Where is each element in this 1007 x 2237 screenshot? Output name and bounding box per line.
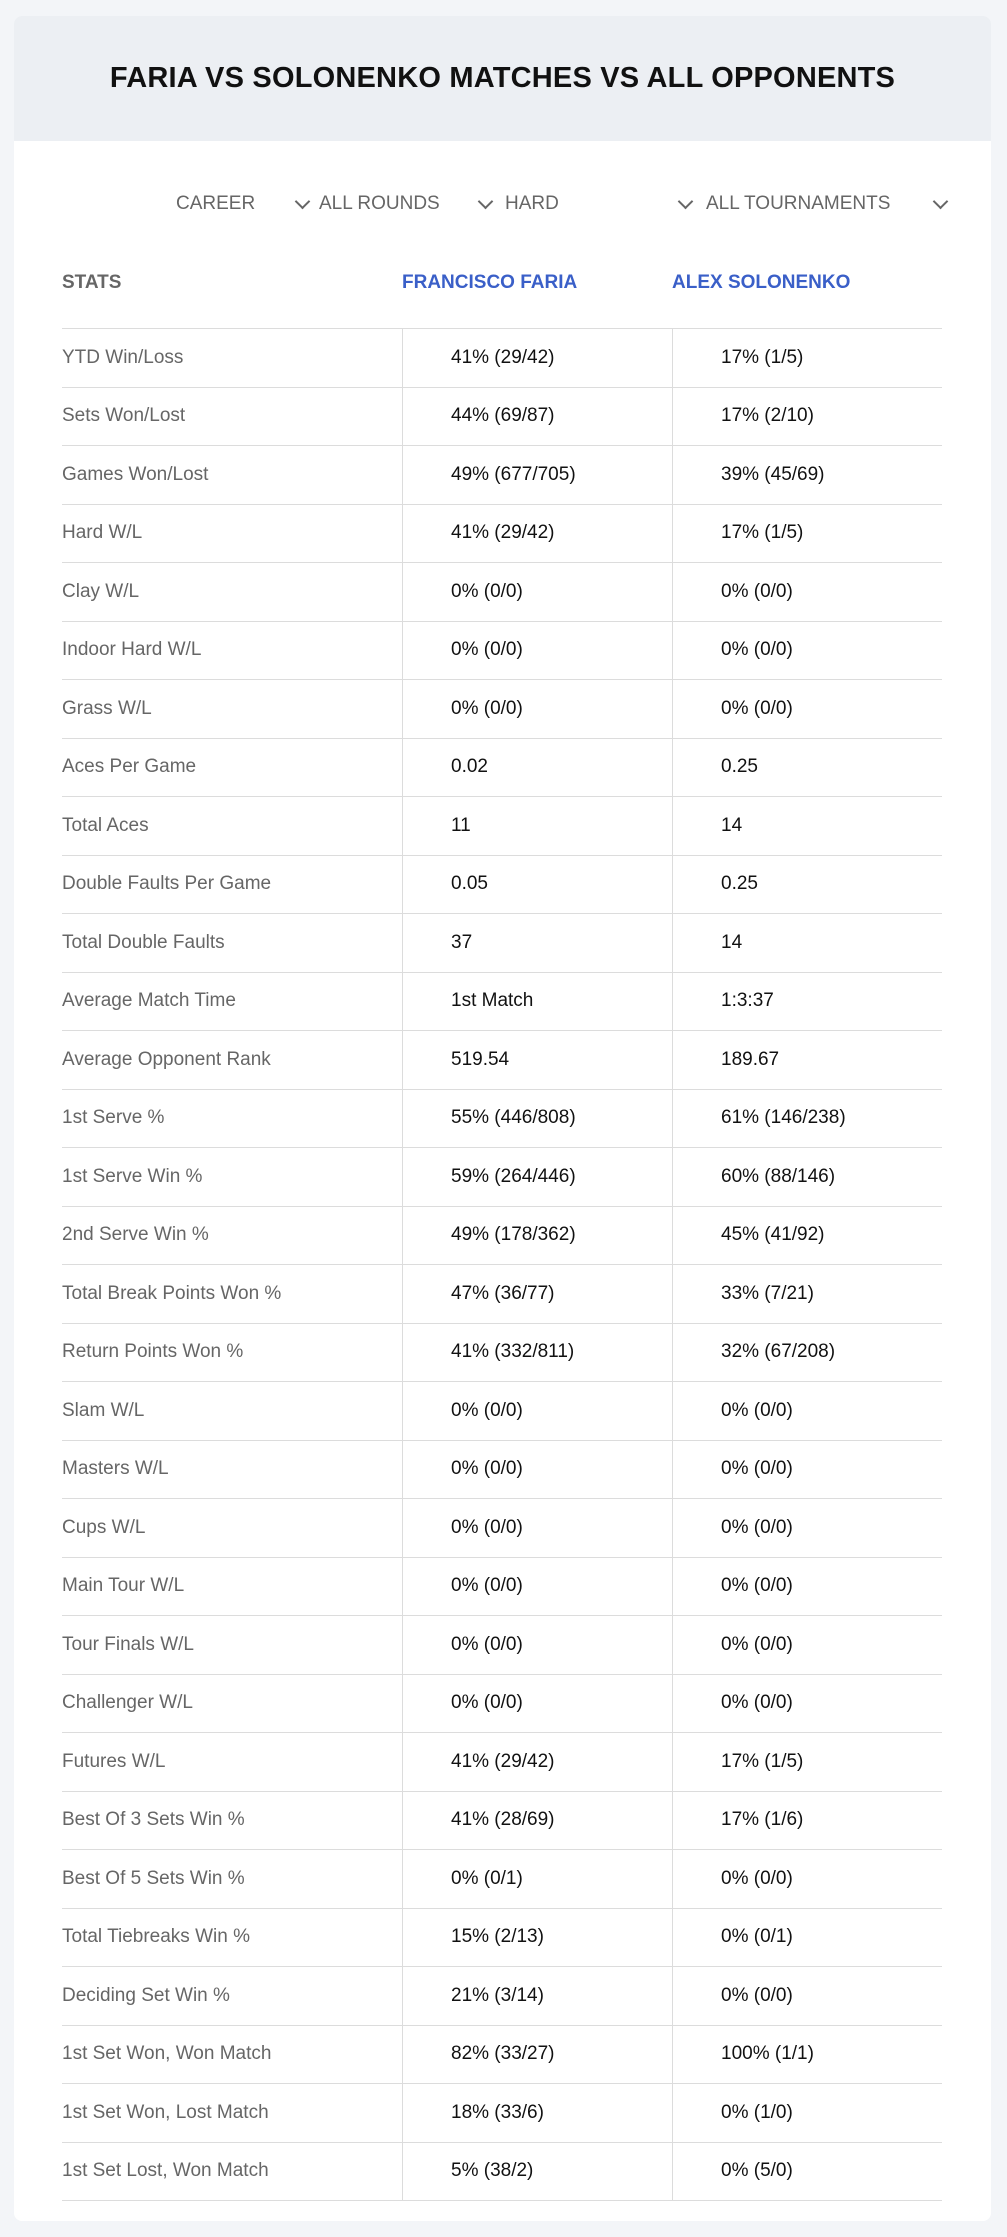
round-select-value: ALL ROUNDS — [319, 193, 440, 214]
table-row — [62, 1382, 942, 1441]
player-2-value: 0% (1/0) — [672, 2084, 942, 2142]
table-row — [62, 1090, 942, 1149]
table-row — [62, 505, 942, 564]
stat-label: Total Double Faults — [62, 931, 225, 953]
table-row — [62, 914, 942, 973]
player-2-value: 60% (88/146) — [672, 1148, 942, 1206]
player-2-value: 17% (1/5) — [672, 505, 942, 563]
player-1-value: 0% (0/0) — [402, 622, 672, 680]
player-2-value: 0% (0/0) — [672, 680, 942, 738]
stat-label: Return Points Won % — [62, 1341, 244, 1363]
period-select[interactable] — [176, 186, 312, 222]
player-1-value: 18% (33/6) — [402, 2084, 672, 2142]
stat-label: Slam W/L — [62, 1399, 145, 1421]
stat-label: Tour Finals W/L — [62, 1633, 194, 1655]
table-row — [62, 2143, 942, 2202]
player-2-value: 61% (146/238) — [672, 1090, 942, 1148]
stat-label: Challenger W/L — [62, 1692, 193, 1714]
player-1-value: 41% (332/811) — [402, 1324, 672, 1382]
stat-label: Sets Won/Lost — [62, 405, 186, 427]
player-1-value: 0% (0/0) — [402, 1441, 672, 1499]
stat-label: Grass W/L — [62, 697, 152, 719]
stat-label: Cups W/L — [62, 1516, 146, 1538]
player-2-value: 1:3:37 — [672, 973, 942, 1031]
player-1-value: 41% (29/42) — [402, 505, 672, 563]
player-1-value: 41% (29/42) — [402, 329, 672, 387]
player-1-value: 1st Match — [402, 973, 672, 1031]
player-2-value: 17% (2/10) — [672, 388, 942, 446]
table-row — [62, 739, 942, 798]
header-player-2[interactable]: ALEX SOLONENKO — [672, 272, 851, 293]
player-1-value: 49% (178/362) — [402, 1207, 672, 1265]
stat-label: 1st Serve Win % — [62, 1165, 203, 1187]
player-2-value: 39% (45/69) — [672, 446, 942, 504]
table-row — [62, 2084, 942, 2143]
player-2-value: 45% (41/92) — [672, 1207, 942, 1265]
player-2-value: 0% (0/0) — [672, 563, 942, 621]
table-row — [62, 797, 942, 856]
table-row — [62, 563, 942, 622]
player-1-value: 15% (2/13) — [402, 1909, 672, 1967]
player-1-value: 0% (0/0) — [402, 563, 672, 621]
player-2-value: 0.25 — [672, 856, 942, 914]
stat-label: Best Of 5 Sets Win % — [62, 1867, 245, 1889]
player-2-value: 0% (0/0) — [672, 1499, 942, 1557]
player-1-value: 5% (38/2) — [402, 2143, 672, 2201]
table-row — [62, 856, 942, 915]
table-header — [62, 254, 942, 328]
chevron-down-icon — [678, 193, 694, 209]
table-row — [62, 973, 942, 1032]
table-row — [62, 622, 942, 681]
table-row — [62, 680, 942, 739]
tournament-select[interactable] — [706, 186, 950, 222]
player-1-value: 0.05 — [402, 856, 672, 914]
table-row — [62, 1850, 942, 1909]
page-title: FARIA VS SOLONENKO MATCHES VS ALL OPPONENTS — [109, 62, 896, 94]
player-2-value: 17% (1/5) — [672, 1733, 942, 1791]
table-row — [62, 1148, 942, 1207]
stat-label: Clay W/L — [62, 580, 140, 602]
stat-label: Best Of 3 Sets Win % — [62, 1809, 245, 1831]
player-1-value: 11 — [402, 797, 672, 855]
player-1-value: 21% (3/14) — [402, 1967, 672, 2025]
table-body — [62, 328, 942, 2201]
table-row — [62, 2026, 942, 2085]
stats-card — [14, 16, 991, 2221]
tournament-select-value: ALL TOURNAMENTS — [706, 193, 891, 214]
stat-label: YTD Win/Loss — [62, 346, 184, 368]
stat-label: Total Tiebreaks Win % — [62, 1926, 250, 1948]
table-row — [62, 1031, 942, 1090]
table-row — [62, 388, 942, 447]
stat-label: Masters W/L — [62, 1458, 169, 1480]
filter-bar — [14, 186, 991, 222]
stat-label: Futures W/L — [62, 1750, 166, 1772]
stat-label: Total Aces — [62, 814, 149, 836]
surface-select-value: HARD — [505, 193, 559, 214]
table-row — [62, 1558, 942, 1617]
stat-label: 1st Set Lost, Won Match — [62, 2160, 269, 2182]
stats-table — [62, 254, 942, 2201]
table-row — [62, 1324, 942, 1383]
player-1-value: 0% (0/0) — [402, 1616, 672, 1674]
player-2-value: 17% (1/5) — [672, 329, 942, 387]
player-1-value: 37 — [402, 914, 672, 972]
player-2-value: 0% (0/0) — [672, 1441, 942, 1499]
stat-label: Average Opponent Rank — [62, 1048, 271, 1070]
period-select-value: CAREER — [176, 193, 256, 214]
player-2-value: 0% (5/0) — [672, 2143, 942, 2201]
stat-label: 1st Set Won, Won Match — [62, 2043, 272, 2065]
stat-label: 2nd Serve Win % — [62, 1224, 209, 1246]
table-row — [62, 1967, 942, 2026]
stat-label: Indoor Hard W/L — [62, 639, 202, 661]
stat-label: Total Break Points Won % — [62, 1282, 282, 1304]
table-row — [62, 446, 942, 505]
stat-label: Hard W/L — [62, 522, 143, 544]
player-1-value: 0.02 — [402, 739, 672, 797]
player-2-value: 0% (0/0) — [672, 622, 942, 680]
table-row — [62, 1675, 942, 1734]
player-2-value: 0.25 — [672, 739, 942, 797]
player-1-value: 0% (0/0) — [402, 1499, 672, 1557]
player-2-value: 32% (67/208) — [672, 1324, 942, 1382]
player-2-value: 0% (0/0) — [672, 1558, 942, 1616]
stat-label: 1st Set Won, Lost Match — [62, 2101, 269, 2123]
player-2-value: 14 — [672, 914, 942, 972]
round-select[interactable] — [319, 186, 495, 222]
player-2-value: 189.67 — [672, 1031, 942, 1089]
player-2-value: 0% (0/0) — [672, 1967, 942, 2025]
player-1-value: 44% (69/87) — [402, 388, 672, 446]
player-1-value: 0% (0/0) — [402, 1558, 672, 1616]
chevron-down-icon — [295, 193, 311, 209]
table-row — [62, 1441, 942, 1500]
player-1-value: 82% (33/27) — [402, 2026, 672, 2084]
stat-label: Average Match Time — [62, 990, 236, 1012]
player-1-value: 47% (36/77) — [402, 1265, 672, 1323]
table-row — [62, 1792, 942, 1851]
stat-label: Double Faults Per Game — [62, 873, 272, 895]
stat-label: Main Tour W/L — [62, 1575, 185, 1597]
stat-label: 1st Serve % — [62, 1107, 165, 1129]
stat-label: Deciding Set Win % — [62, 1984, 230, 2006]
player-1-value: 49% (677/705) — [402, 446, 672, 504]
table-row — [62, 1909, 942, 1968]
chevron-down-icon — [478, 193, 494, 209]
table-row — [62, 329, 942, 388]
player-1-value: 0% (0/0) — [402, 1382, 672, 1440]
stat-label: Games Won/Lost — [62, 463, 209, 485]
player-2-value: 33% (7/21) — [672, 1265, 942, 1323]
player-1-value: 55% (446/808) — [402, 1090, 672, 1148]
player-2-value: 14 — [672, 797, 942, 855]
player-2-value: 0% (0/0) — [672, 1382, 942, 1440]
card-header — [14, 16, 991, 141]
player-1-value: 41% (28/69) — [402, 1792, 672, 1850]
table-row — [62, 1265, 942, 1324]
player-2-value: 0% (0/0) — [672, 1850, 942, 1908]
table-row — [62, 1616, 942, 1675]
player-1-value: 0% (0/0) — [402, 1675, 672, 1733]
table-row — [62, 1733, 942, 1792]
player-2-value: 0% (0/1) — [672, 1909, 942, 1967]
player-1-value: 59% (264/446) — [402, 1148, 672, 1206]
player-1-value: 519.54 — [402, 1031, 672, 1089]
table-row — [62, 1499, 942, 1558]
player-2-value: 100% (1/1) — [672, 2026, 942, 2084]
table-row — [62, 1207, 942, 1266]
chevron-down-icon — [933, 193, 949, 209]
player-1-value: 0% (0/1) — [402, 1850, 672, 1908]
player-1-value: 0% (0/0) — [402, 680, 672, 738]
stat-label: Aces Per Game — [62, 756, 197, 778]
player-1-value: 41% (29/42) — [402, 1733, 672, 1791]
player-2-value: 17% (1/6) — [672, 1792, 942, 1850]
surface-select[interactable] — [505, 186, 695, 222]
header-stats: STATS — [62, 272, 122, 293]
player-2-value: 0% (0/0) — [672, 1616, 942, 1674]
header-player-1[interactable]: FRANCISCO FARIA — [402, 272, 578, 293]
player-2-value: 0% (0/0) — [672, 1675, 942, 1733]
